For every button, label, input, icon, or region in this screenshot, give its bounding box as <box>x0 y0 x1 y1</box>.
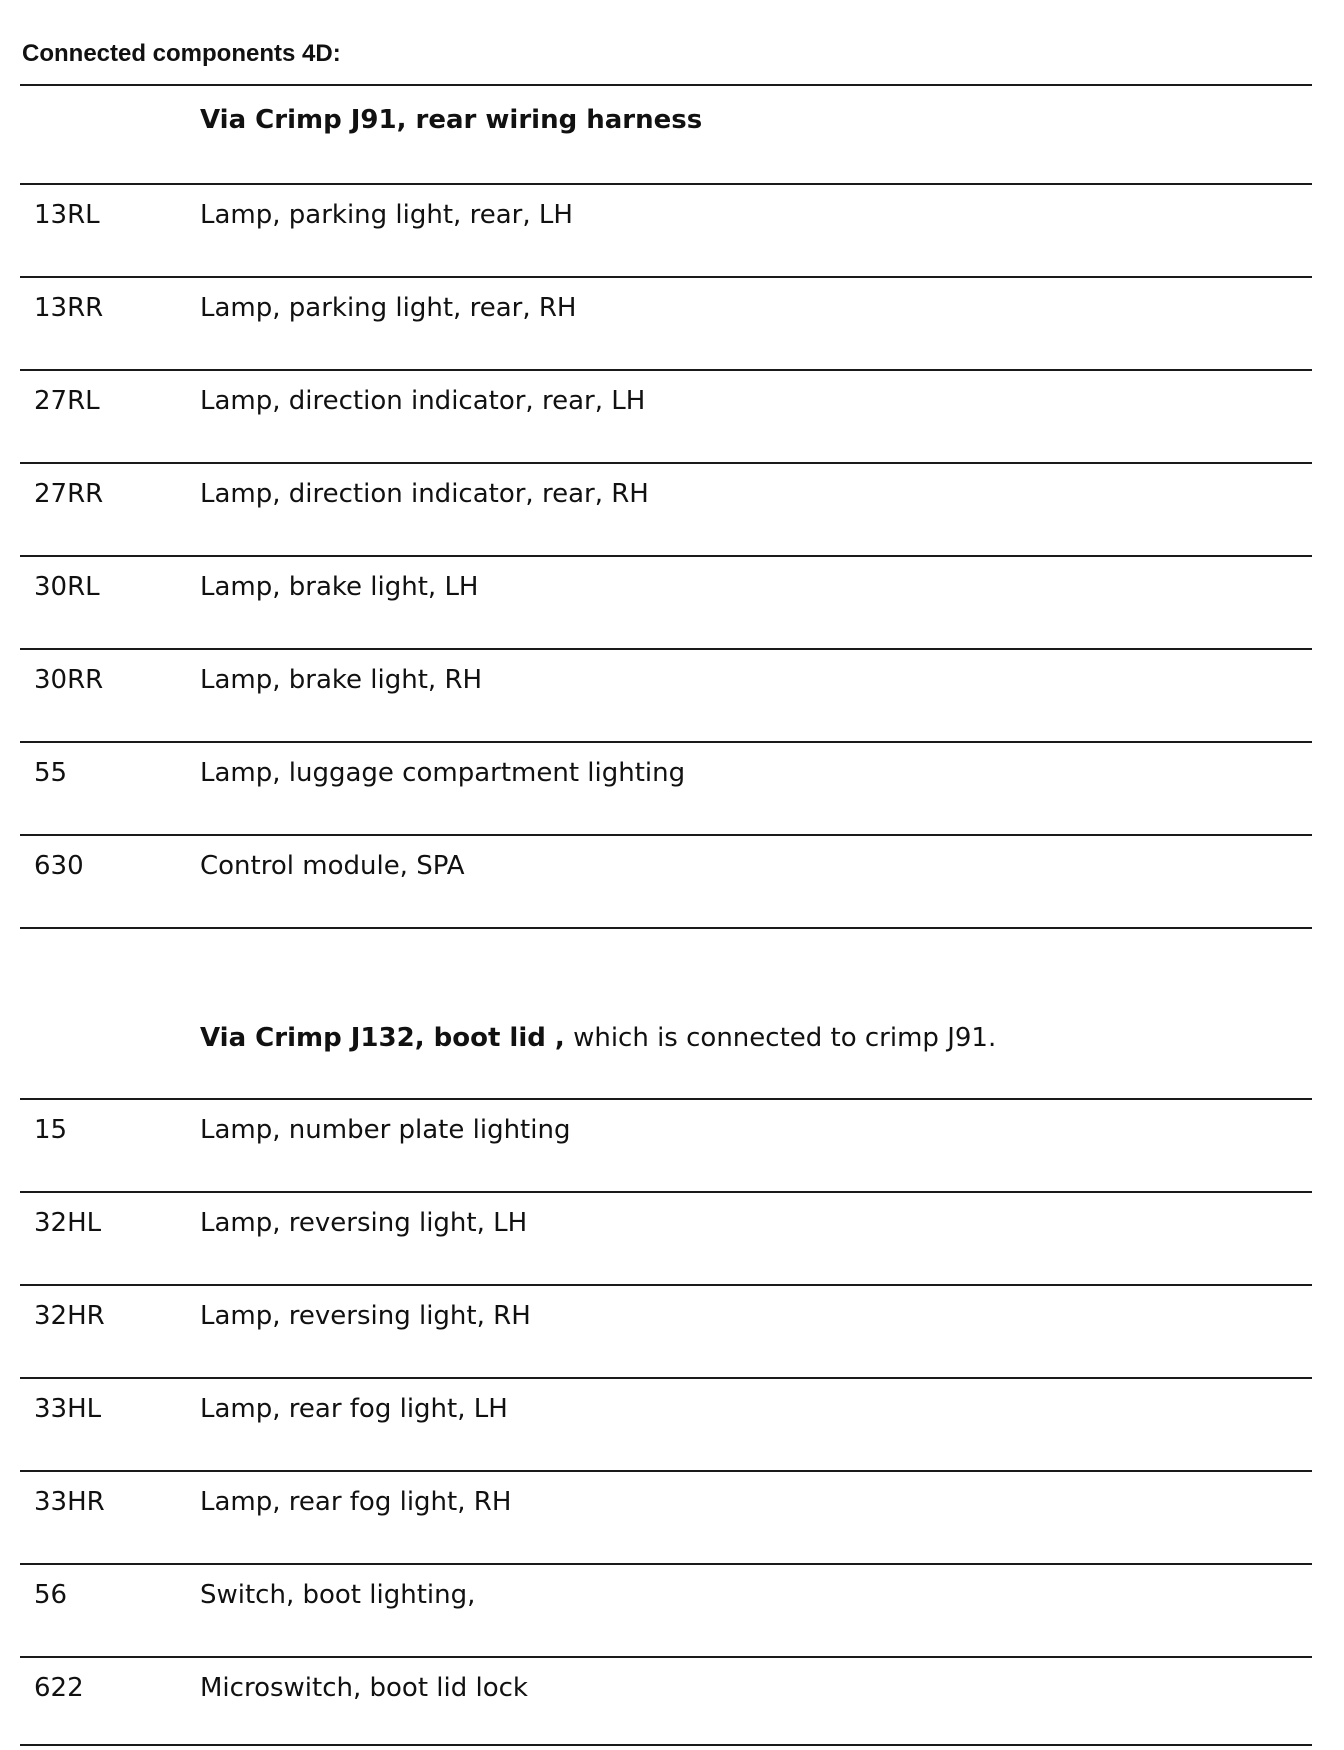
table-row <box>20 1575 1312 1615</box>
table-rule <box>20 1377 1312 1379</box>
table-rule <box>20 84 1312 86</box>
component-code: 13RL <box>34 200 100 230</box>
component-code: 33HL <box>34 1394 102 1424</box>
component-code: 56 <box>34 1580 68 1610</box>
table-rule <box>20 369 1312 371</box>
component-description: Lamp, rear fog light, RH <box>200 1487 512 1517</box>
component-code: 30RR <box>34 665 104 695</box>
section-heading <box>200 100 702 140</box>
table-row <box>20 1389 1312 1429</box>
component-description: Lamp, rear fog light, LH <box>200 1394 508 1424</box>
table-rule <box>20 1744 1312 1746</box>
component-description: Lamp, luggage compartment lighting <box>200 758 686 788</box>
component-code: 15 <box>34 1115 68 1145</box>
table-row <box>20 846 1312 886</box>
component-code: 30RL <box>34 572 100 602</box>
table-row <box>20 195 1312 235</box>
component-code: 32HL <box>34 1208 102 1238</box>
component-description: Lamp, brake light, LH <box>200 572 479 602</box>
component-code: 27RR <box>34 479 104 509</box>
component-description: Lamp, reversing light, LH <box>200 1208 528 1238</box>
table-rule <box>20 648 1312 650</box>
table-rule <box>20 834 1312 836</box>
component-code: 32HR <box>34 1301 105 1331</box>
table-row <box>20 288 1312 328</box>
table-row <box>20 660 1312 700</box>
component-description: Lamp, parking light, rear, RH <box>200 293 577 323</box>
component-code: 27RL <box>34 386 100 416</box>
section-heading-bold: Via Crimp J132, boot lid , <box>200 1023 565 1053</box>
table-rule <box>20 1098 1312 1100</box>
component-description: Lamp, direction indicator, rear, RH <box>200 479 649 509</box>
table-rule <box>20 1470 1312 1472</box>
component-description: Lamp, reversing light, RH <box>200 1301 531 1331</box>
component-code: 55 <box>34 758 68 788</box>
page-title: Connected components 4D: <box>22 40 341 67</box>
component-description: Lamp, brake light, RH <box>200 665 483 695</box>
component-description: Microswitch, boot lid lock <box>200 1673 528 1703</box>
section-heading <box>200 1018 996 1058</box>
component-code: 13RR <box>34 293 104 323</box>
section-heading-note: which is connected to crimp J91. <box>564 1023 997 1053</box>
table-row <box>20 1668 1312 1708</box>
table-row <box>20 474 1312 514</box>
table-rule <box>20 1284 1312 1286</box>
component-description: Lamp, parking light, rear, LH <box>200 200 573 230</box>
section-heading-bold: Via Crimp J91, rear wiring harness <box>200 105 703 135</box>
table-rule <box>20 462 1312 464</box>
table-rule <box>20 183 1312 185</box>
component-description: Control module, SPA <box>200 851 465 881</box>
component-code: 630 <box>34 851 84 881</box>
component-code: 33HR <box>34 1487 105 1517</box>
table-row <box>20 567 1312 607</box>
table-row <box>20 1296 1312 1336</box>
table-row <box>20 1110 1312 1150</box>
component-description: Switch, boot lighting, <box>200 1580 476 1610</box>
table-row <box>20 1203 1312 1243</box>
component-code: 622 <box>34 1673 84 1703</box>
component-description: Lamp, direction indicator, rear, LH <box>200 386 646 416</box>
table-rule <box>20 741 1312 743</box>
table-rule <box>20 927 1312 929</box>
table-rule <box>20 555 1312 557</box>
table-rule <box>20 276 1312 278</box>
table-row <box>20 1482 1312 1522</box>
table-rule <box>20 1563 1312 1565</box>
table-rule <box>20 1656 1312 1658</box>
table-rule <box>20 1191 1312 1193</box>
table-row <box>20 381 1312 421</box>
component-description: Lamp, number plate lighting <box>200 1115 571 1145</box>
table-row <box>20 753 1312 793</box>
